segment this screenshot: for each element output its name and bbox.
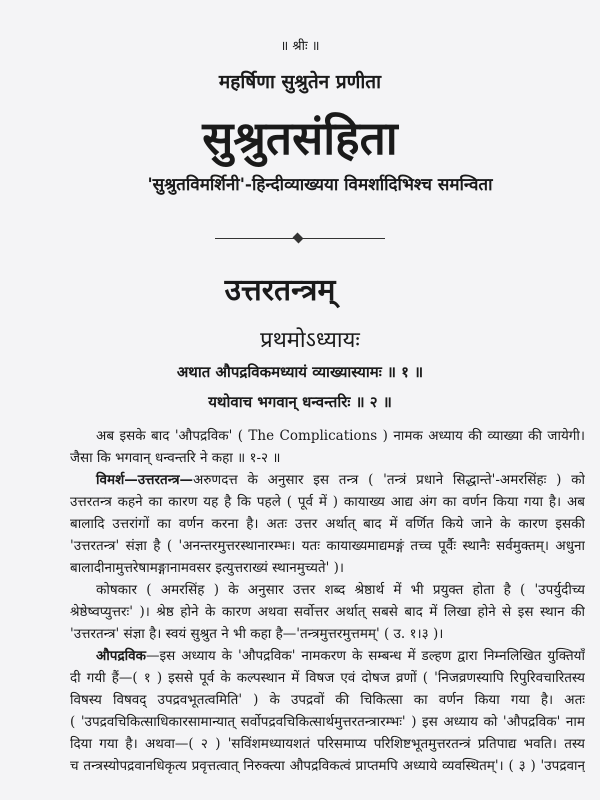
line-text: 'उत्तरतन्त्र' संज्ञा है ( 'अनन्तरमुत्तरस्थानारम्भः। यतः कायाख्यमाद्यमङ्गं तच्च पूर्वैः स्थानैः सर्वमुक्तम्। अधुना bbox=[70, 538, 585, 554]
text-line bbox=[70, 623, 585, 645]
text-line bbox=[70, 645, 585, 667]
invocation: ॥ श्रीः ॥ bbox=[280, 39, 320, 54]
bold-term: औपद्रविक bbox=[96, 648, 147, 664]
text-line bbox=[70, 535, 585, 557]
line-text: दिया गया है। अथवा—( २ ) 'सविंशमध्यायशतं परिसमाप्य परिशिष्टभूतमुत्तरतन्त्रं प्रतिपाद्य भवति। तस्य bbox=[70, 736, 585, 752]
line-text: —इस अध्याय के 'औपद्रविक' नामकरण के सम्बन्ध में डल्हण द्वारा निम्नलिखित युक्तियाँ bbox=[146, 648, 585, 664]
text-line bbox=[70, 579, 585, 601]
line-text: विषस्य विषवद् उपद्रवभूतत्वमिति' ) के उपद्रवों की चिकित्सा का वर्णन किया गया है। अतः bbox=[70, 692, 585, 708]
author-line: महर्षिणा सुश्रुतेन प्रणीता bbox=[218, 71, 382, 93]
line-text: अरुणदत्त के अनुसार इस तन्त्र ( 'तन्त्रं प्रधाने सिद्धान्ते'-अमरसिंहः ) को bbox=[193, 472, 585, 488]
text-line bbox=[70, 689, 585, 711]
bold-term: विमर्श—उत्तरतन्त्र— bbox=[96, 472, 194, 488]
verse-1: अथात औपद्रविकमध्यायं व्याख्यास्यामः ॥ १ ॥ bbox=[176, 363, 424, 381]
text-line bbox=[70, 425, 585, 447]
text-line bbox=[70, 755, 585, 777]
line-text: बालादीनामुत्तरेषामङ्गानामवसर इत्युत्तराख्यं स्थानमुच्यते' )। bbox=[70, 560, 345, 576]
text-line bbox=[70, 733, 585, 755]
line-text: जैसा कि भगवान् धन्वन्तरि ने कहा ॥ १-२ ॥ bbox=[70, 450, 281, 466]
line-text: उत्तरतन्त्र कहने का कारण यह है कि पहले ( पूर्व में ) कायाख्य आद्य अंग का वर्णन किया गया है। अब bbox=[70, 494, 585, 510]
line-text: दी गयी हैं—( १ ) इससे पूर्व के कल्पस्थान में विषज एवं दोषज व्रणों ( 'निजव्रणस्यापि रिपुरिवचारितस्य bbox=[70, 670, 585, 686]
diamond-icon bbox=[293, 233, 304, 244]
line-text: श्रेष्ठेष्वप्युत्तरः' )। श्रेष्ठ होने के कारण अथवा सर्वोत्तर अर्थात् सबसे बाद में लिखा होने से इस स्थान की bbox=[70, 604, 585, 620]
chapter-title: प्रथमोऽध्यायः bbox=[260, 328, 360, 353]
text-line bbox=[70, 667, 585, 689]
text-line bbox=[70, 513, 585, 535]
book-title: सुश्रुतसंहिता bbox=[202, 111, 398, 165]
line-text: अब इसके बाद 'औपद्रविक' ( The Complications ) नामक अध्याय की व्याख्या की जायेगी। bbox=[96, 428, 585, 444]
text-line bbox=[70, 557, 585, 579]
line-text: ( 'उपद्रवचिकित्साधिकारसामान्यात् सर्वोपद्रवचिकित्सार्थमुत्तरतन्त्रारम्भः' ) इस अध्याय को 'औपद्रविक' नाम bbox=[70, 714, 585, 730]
section-title: उत्तरतन्त्रम् bbox=[224, 273, 336, 308]
subtitle: 'सुश्रुतविमर्शिनी'-हिन्दीव्याख्यया विमर्शादिभिश्च समन्विता bbox=[147, 175, 493, 195]
line-text: कोषकार ( अमरसिंह ) के अनुसार उत्तर शब्द श्रेष्ठार्थ में भी प्रयुक्त होता है ( 'उपर्युदीच्य bbox=[96, 582, 585, 598]
text-line bbox=[70, 711, 585, 733]
text-line bbox=[70, 447, 585, 469]
text-line bbox=[70, 491, 585, 513]
line-text: बालादि उत्तरांगों का वर्णन करना है। अतः उत्तर अर्थात् बाद में वर्णित किये जाने के कारण इसकी bbox=[70, 516, 585, 532]
verse-2: यथोवाच भगवान् धन्वन्तरिः ॥ २ ॥ bbox=[208, 393, 392, 411]
line-text: च तन्त्रस्योपद्रवानधिकृत्य प्रवृत्तत्वात् निरुक्त्या औपद्रविकत्वं प्राप्तमपि अध्याये व्यवस्थितम्'। ( ३ ) 'उपद्रवान् bbox=[70, 758, 585, 774]
text-line bbox=[70, 601, 585, 623]
ornament-divider bbox=[215, 233, 385, 243]
text-line bbox=[70, 469, 585, 491]
commentary-body bbox=[70, 425, 585, 777]
line-text: 'उत्तरतन्त्र' संज्ञा है। स्वयं सुश्रुत ने भी कहा है—'तन्त्रमुत्तरमुत्तमम्' ( उ. १।३ )। bbox=[70, 626, 444, 642]
